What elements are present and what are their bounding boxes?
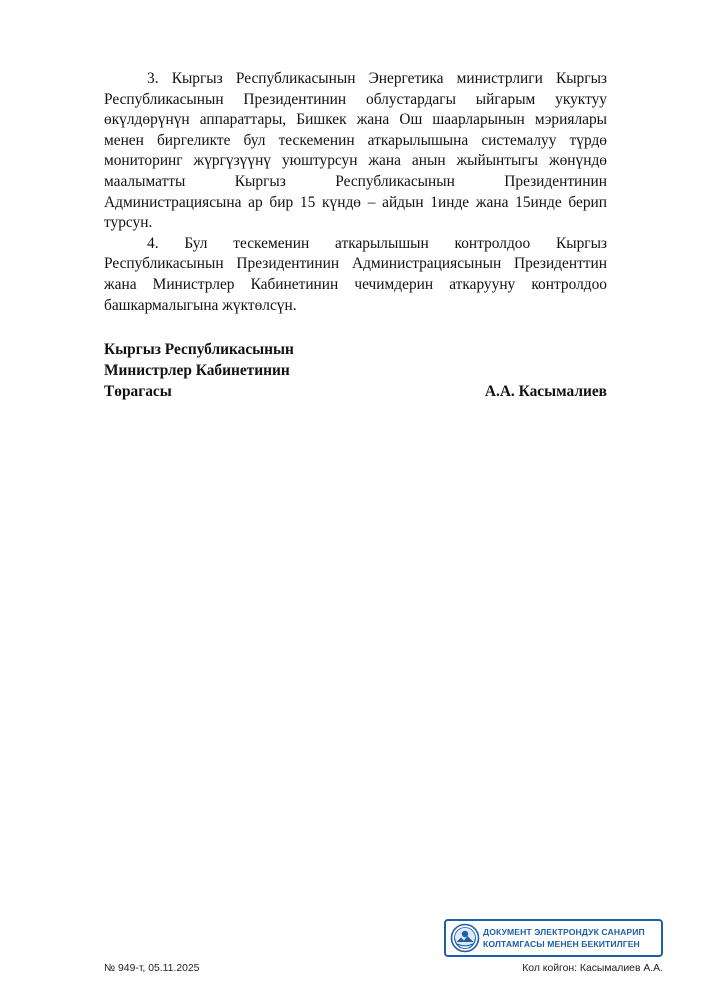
signature-title-line-3: Төрагасы: [104, 383, 172, 400]
paragraph-4: 4. Бул тескеменин аткарылышын контролдоо Кыргыз Республикасынын Президентинин Администрациясынын Президенттин жана Министрлер Кабинетинин чечимдерин аткарууну контролдоо башкармалыгына жүктөлсүн.: [104, 234, 607, 314]
signature-title-line-1: Кыргыз Республикасынын: [104, 341, 294, 358]
stamp-text-line-1: ДОКУМЕНТ ЭЛЕКТРОНДУК САНАРИП: [483, 926, 645, 937]
stamp-text-line-2: КОЛТАМГАСЫ МЕНЕН БЕКИТИЛГЕН: [483, 939, 640, 949]
signatory-name: А.А. Касымалиев: [484, 383, 607, 400]
signature-title-row: [104, 381, 607, 402]
digital-signature-stamp: [444, 919, 663, 957]
signature-title-line-2: Министрлер Кабинетинин: [104, 362, 290, 379]
document-number: № 949-т, 05.11.2025: [104, 963, 200, 974]
signed-by: Кол койгон: Касымалиев А.А.: [522, 963, 663, 974]
stamp-text: [480, 926, 661, 951]
paragraph-3: 3. Кыргыз Республикасынын Энергетика министрлиги Кыргыз Республикасынын Президентинин облустардагы ыйгарым укуктуу өкүлдөрүнүн аппараттары, Бишкек жана Ош шаарларынын мэриялары менен биргеликте бул тескеменин аткарылышына системалуу түрдө мониторинг жүргүзүүнү уюштурсун жана анын жыйынтыгы жөнүндө маалыматты Кыргыз Республикасынын Президентинин Администрациясына ар бир 15 күндө – айдын 1инде жана 15инде берип турсун.: [104, 70, 607, 232]
document-body: [104, 69, 607, 316]
kyrgyz-emblem-icon: [450, 923, 480, 953]
signature-block: [104, 339, 607, 402]
